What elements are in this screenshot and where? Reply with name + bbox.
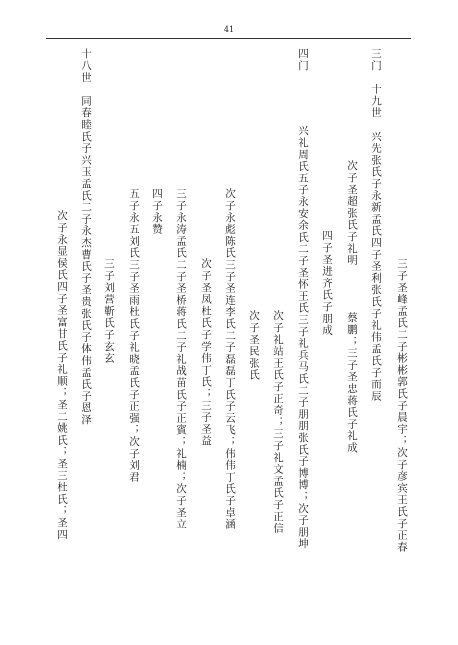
text-column: 五子永五刘氏三子圣雨杜氏子礼晓孟氏子正强；次子刘君 [128,188,140,483]
text-column: 三门 十九世 兴先张氏子永新孟氏四子圣利张氏子礼伟孟氏子而辰 [370,48,382,402]
text-column: 次子圣超张氏子礼明 [346,160,358,267]
text-column: 蔡鹏；三子圣忠蒋氏子礼成 [346,312,358,454]
text-column: 四子永赞 [151,188,163,236]
text-column: 次子圣民张氏 [248,310,260,381]
text-column: 四子圣进齐氏子朋成 [321,230,333,337]
header-rule [46,38,411,39]
text-column: 次子礼站王氏子正奇；三子礼文孟氏子正信 [272,310,284,535]
text-column: 次子永显侯氏四子圣富甘氏子礼顺；圣二姚氏；圣三杜氏；圣四 [56,210,68,541]
text-column: 兴礼周氏五子永安余氏二子圣怀王氏三子礼兵马氏二子朋朋张氏子博博；次子朋坤 [297,125,309,550]
page-number: 41 [223,25,235,34]
text-column: 三子永涛孟氏二子圣桥蒋氏二子礼战苗氏子正賓；礼楠；次子圣立 [175,188,187,531]
text-column: 十八世 同春睦氏子兴玉孟氏二子永杰曹氏子圣贵张氏子体伟孟氏子恩泽 [80,48,92,426]
text-column: 三子刘营靳氏子玄玄 [103,258,115,365]
text-column: 三子圣峰孟氏二子彬彬郭氏子晨宇；次子彦宾王氏子正春 [396,258,408,553]
text-column: 次子永彪陈氏三子圣连李氏二子磊磊丁氏子云飞；伟伟丁氏子卓涵 [224,188,236,531]
text-column: 次子圣凤杜氏子学伟丁氏；三子圣益 [200,258,212,447]
text-column: 四门 [297,48,309,72]
